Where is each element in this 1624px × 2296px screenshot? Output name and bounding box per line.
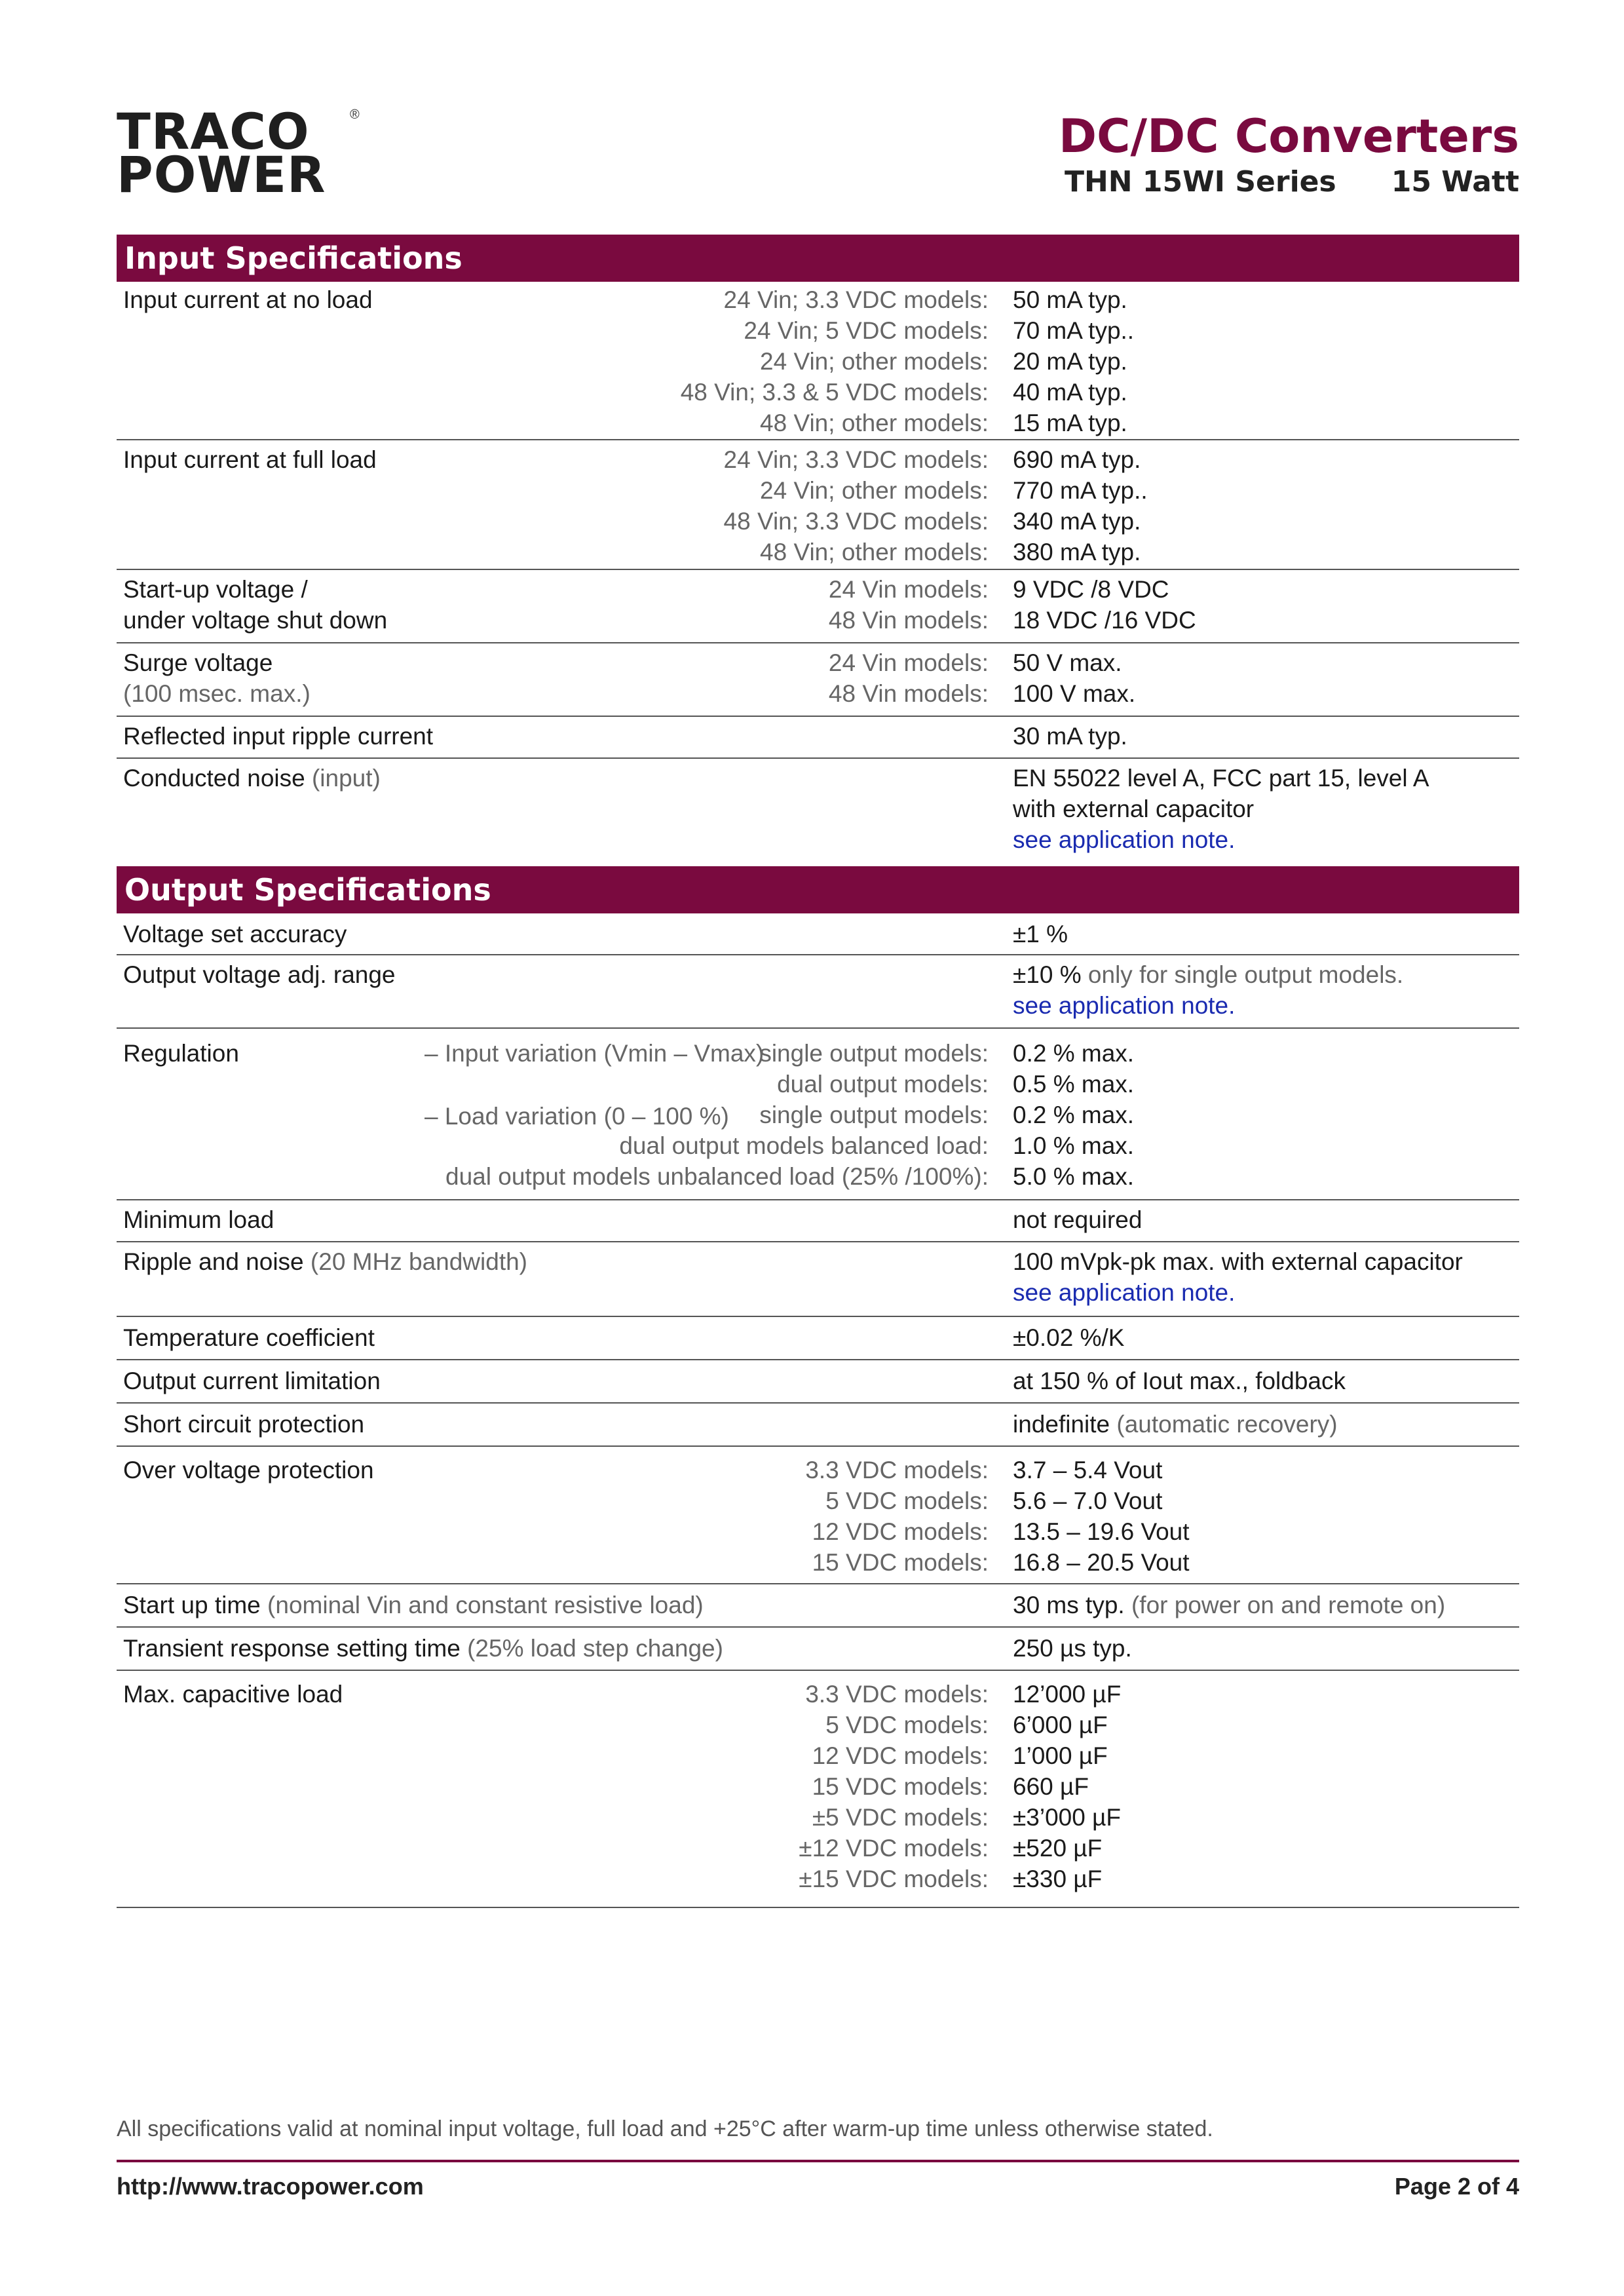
spec-values xyxy=(1013,1246,1463,1308)
condition: 48 Vin models: xyxy=(828,607,989,634)
value: ±520 µF xyxy=(1013,1835,1103,1862)
value: 50 V max. xyxy=(1013,649,1122,676)
condition: 24 Vin; other models: xyxy=(760,477,989,504)
input-specifications-header: Input Specifications xyxy=(117,235,1519,282)
spec-label: Over voltage protection xyxy=(123,1457,374,1483)
condition: 5 VDC models: xyxy=(825,1487,989,1514)
value: 0.2 % max. xyxy=(1013,1040,1135,1067)
label-note: (20 MHz bandwidth) xyxy=(310,1248,528,1275)
condition: 48 Vin models: xyxy=(828,680,989,707)
spec-conditions xyxy=(829,574,989,636)
value xyxy=(1013,959,1403,990)
spec-row-voltage-set-accuracy xyxy=(117,915,1519,955)
spec-values xyxy=(1013,763,1429,855)
value: 100 mVpk-pk max. with external capacitor xyxy=(1013,1248,1463,1275)
traco-power-logo xyxy=(117,102,366,204)
spec-row-input-current-no-load xyxy=(117,283,1519,440)
spec-value: at 150 % of Iout max., foldback xyxy=(1013,1368,1346,1394)
spec-row-start-up-time xyxy=(117,1584,1519,1628)
condition: 48 Vin; other models: xyxy=(760,539,989,565)
value: 1’000 µF xyxy=(1013,1742,1108,1769)
spec-label xyxy=(123,647,311,709)
value: with external capacitor xyxy=(1013,795,1255,822)
spec-values xyxy=(1013,444,1148,567)
value: 16.8 – 20.5 Vout xyxy=(1013,1549,1190,1576)
value: 340 mA typ. xyxy=(1013,508,1141,535)
spec-row-minimum-load xyxy=(117,1200,1519,1242)
value: ±330 µF xyxy=(1013,1866,1103,1892)
condition: 3.3 VDC models: xyxy=(805,1681,989,1708)
value: 380 mA typ. xyxy=(1013,539,1141,565)
value: 1.0 % max. xyxy=(1013,1132,1135,1159)
application-note-link[interactable]: see application note. xyxy=(1013,826,1236,853)
spec-row-conducted-noise xyxy=(117,759,1519,858)
condition: 24 Vin; 3.3 VDC models: xyxy=(723,446,989,473)
spec-row-max-capacitive-load xyxy=(117,1671,1519,1908)
value-note: only for single output models. xyxy=(1087,961,1404,988)
spec-label: Max. capacitive load xyxy=(123,1681,343,1708)
spec-label xyxy=(123,1590,704,1620)
footer-divider xyxy=(117,2160,1519,2162)
value: 18 VDC /16 VDC xyxy=(1013,607,1196,634)
label-note: (100 msec. max.) xyxy=(123,680,311,707)
spec-conditions xyxy=(445,1038,989,1192)
label-text: Conducted noise xyxy=(123,765,305,792)
condition: dual output models unbalanced load (25% /100%): xyxy=(445,1163,989,1190)
label-line: under voltage shut down xyxy=(123,607,388,634)
condition: 48 Vin; 3.3 & 5 VDC models: xyxy=(680,379,989,406)
label-line: Surge voltage xyxy=(123,649,273,676)
spec-values xyxy=(1013,284,1134,438)
spec-value: not required xyxy=(1013,1206,1142,1233)
spec-row-ripple-noise xyxy=(117,1242,1519,1317)
condition: 15 VDC models: xyxy=(812,1773,989,1800)
value: 12’000 µF xyxy=(1013,1681,1122,1708)
spec-row-output-voltage-adj xyxy=(117,955,1519,1029)
spec-conditions xyxy=(681,284,989,438)
condition: 48 Vin; 3.3 VDC models: xyxy=(723,508,989,535)
value: 9 VDC /8 VDC xyxy=(1013,576,1169,603)
spec-values xyxy=(1013,1679,1121,1894)
spec-row-startup-voltage xyxy=(117,570,1519,643)
spec-value xyxy=(1013,1409,1338,1440)
condition: 24 Vin; 5 VDC models: xyxy=(744,317,989,344)
output-specifications-header: Output Specifications xyxy=(117,866,1519,913)
spec-label: Voltage set accuracy xyxy=(123,921,347,947)
spec-label: Input current at no load xyxy=(123,286,373,313)
value: 6’000 µF xyxy=(1013,1712,1108,1738)
spec-label: Regulation xyxy=(123,1040,239,1067)
condition: ±5 VDC models: xyxy=(812,1804,989,1831)
value: 20 mA typ. xyxy=(1013,348,1127,375)
spec-values xyxy=(1013,647,1135,709)
series-name: THN 15WI Series xyxy=(1064,165,1336,199)
spec-conditions xyxy=(799,1679,989,1894)
application-note-link[interactable]: see application note. xyxy=(1013,992,1236,1019)
label-note: (nominal Vin and constant resistive load) xyxy=(267,1592,704,1618)
condition: 24 Vin; 3.3 VDC models: xyxy=(723,286,989,313)
value: 5.6 – 7.0 Vout xyxy=(1013,1487,1163,1514)
page-number: Page 2 of 4 xyxy=(1394,2173,1519,2200)
regulation-input-variation: – Input variation (Vmin – Vmax) xyxy=(425,1040,765,1067)
spec-row-surge-voltage xyxy=(117,643,1519,717)
spec-label: Minimum load xyxy=(123,1206,274,1233)
spec-row-output-current-limitation xyxy=(117,1360,1519,1404)
registered-mark: ® xyxy=(350,107,360,122)
label-text: Transient response setting time xyxy=(123,1635,461,1662)
spec-row-over-voltage-protection xyxy=(117,1447,1519,1584)
spec-label: Short circuit protection xyxy=(123,1411,365,1438)
value-main: indefinite xyxy=(1013,1411,1110,1438)
spec-value: 30 mA typ. xyxy=(1013,723,1127,750)
value: 13.5 – 19.6 Vout xyxy=(1013,1518,1190,1545)
logo-line-2: POWER xyxy=(117,145,326,204)
spec-conditions xyxy=(724,444,989,567)
series-line xyxy=(1059,165,1519,199)
logo-line-1: TRACO xyxy=(117,102,310,161)
spec-label xyxy=(123,1633,723,1664)
spec-values xyxy=(1013,1038,1134,1192)
condition: 24 Vin; other models: xyxy=(760,348,989,375)
condition: 5 VDC models: xyxy=(825,1712,989,1738)
application-note-link[interactable]: see application note. xyxy=(1013,1279,1236,1306)
header-title-block xyxy=(1059,111,1519,199)
specifications-footnote: All specifications valid at nominal input voltage, full load and +25°C after warm-up time unless otherwise stated. xyxy=(117,2116,1213,2141)
condition: 48 Vin; other models: xyxy=(760,410,989,436)
value: 5.0 % max. xyxy=(1013,1163,1135,1190)
label-note: (input) xyxy=(311,765,381,792)
spec-value xyxy=(1013,1590,1445,1620)
spec-label: Output current limitation xyxy=(123,1368,381,1394)
spec-row-transient-response xyxy=(117,1628,1519,1671)
condition: 12 VDC models: xyxy=(812,1742,989,1769)
value: 0.2 % max. xyxy=(1013,1101,1135,1128)
label-text: Start up time xyxy=(123,1592,261,1618)
spec-values xyxy=(1013,1455,1190,1578)
condition: dual output models: xyxy=(777,1071,989,1098)
spec-label xyxy=(123,763,381,794)
spec-values xyxy=(1013,574,1196,636)
spec-row-input-current-full-load xyxy=(117,440,1519,570)
regulation-load-variation: – Load variation (0 – 100 %) xyxy=(425,1103,729,1130)
spec-label xyxy=(123,1246,527,1277)
value: 660 µF xyxy=(1013,1773,1089,1800)
spec-label: Reflected input ripple current xyxy=(123,723,434,750)
website-link[interactable]: http://www.tracopower.com xyxy=(117,2173,424,2200)
value-note: (automatic recovery) xyxy=(1116,1411,1338,1438)
spec-values xyxy=(1013,959,1403,1021)
condition: single output models: xyxy=(759,1101,989,1128)
value-note: (for power on and remote on) xyxy=(1131,1592,1446,1618)
condition: 24 Vin models: xyxy=(828,576,989,603)
spec-label: Output voltage adj. range xyxy=(123,961,396,988)
value-main: 30 ms typ. xyxy=(1013,1592,1125,1618)
power-rating: 15 Watt xyxy=(1391,165,1519,199)
value: 40 mA typ. xyxy=(1013,379,1127,406)
label-note: (25% load step change) xyxy=(467,1635,723,1662)
value: 690 mA typ. xyxy=(1013,446,1141,473)
spec-row-regulation xyxy=(117,1029,1519,1200)
spec-label: Input current at full load xyxy=(123,446,377,473)
value-main: ±10 % xyxy=(1013,961,1082,988)
condition: 15 VDC models: xyxy=(812,1549,989,1576)
spec-value: 250 µs typ. xyxy=(1013,1635,1132,1662)
value: 50 mA typ. xyxy=(1013,286,1127,313)
spec-row-temperature-coefficient xyxy=(117,1317,1519,1360)
condition: ±12 VDC models: xyxy=(799,1835,989,1862)
spec-value: ±1 % xyxy=(1013,921,1068,947)
spec-label xyxy=(123,574,387,636)
spec-conditions xyxy=(829,647,989,709)
value: 770 mA typ.. xyxy=(1013,477,1148,504)
spec-row-reflected-ripple xyxy=(117,717,1519,759)
value: 3.7 – 5.4 Vout xyxy=(1013,1457,1163,1483)
value: 70 mA typ.. xyxy=(1013,317,1135,344)
value: EN 55022 level A, FCC part 15, level A xyxy=(1013,765,1429,792)
condition: ±15 VDC models: xyxy=(799,1866,989,1892)
value: 0.5 % max. xyxy=(1013,1071,1135,1098)
value: 15 mA typ. xyxy=(1013,410,1127,436)
page-title: DC/DC Converters xyxy=(1059,109,1519,163)
condition: 12 VDC models: xyxy=(812,1518,989,1545)
spec-row-short-circuit-protection xyxy=(117,1404,1519,1447)
spec-value: ±0.02 %/K xyxy=(1013,1324,1125,1351)
condition: dual output models balanced load: xyxy=(619,1132,989,1159)
spec-conditions xyxy=(805,1455,989,1578)
label-text: Ripple and noise xyxy=(123,1248,304,1275)
label-line: Start-up voltage / xyxy=(123,576,308,603)
value: ±3’000 µF xyxy=(1013,1804,1122,1831)
condition: 3.3 VDC models: xyxy=(805,1457,989,1483)
value: 100 V max. xyxy=(1013,680,1136,707)
spec-label: Temperature coefficient xyxy=(123,1324,375,1351)
condition: single output models: xyxy=(759,1040,989,1067)
condition: 24 Vin models: xyxy=(828,649,989,676)
